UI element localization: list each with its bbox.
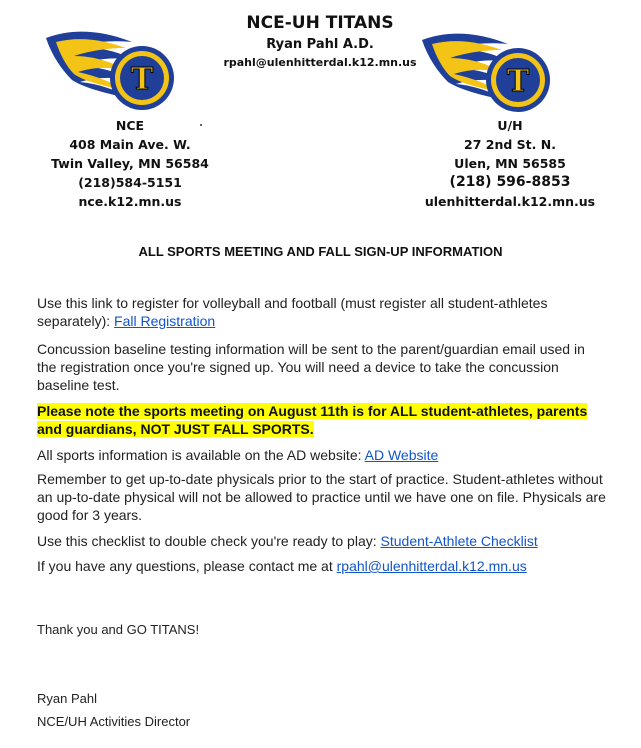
right-school-city: Ulen, MN 56585	[454, 156, 566, 171]
contact-text: If you have any questions, please contact me at	[37, 558, 337, 574]
paragraph-physicals: Remember to get up-to-date physicals prior to the start of practice. Student-athletes without an up-to-date physical will not be allowed to practice until we have one on file. Physicals are good for 3 years.	[37, 471, 606, 523]
signature-name: Ryan Pahl	[37, 691, 97, 706]
highlight-note-text: Please note the sports meeting on August 11th is for ALL student-athletes, parents and guardians, NOT JUST FALL SPORTS.	[37, 403, 588, 437]
logo-letter: T	[506, 64, 530, 99]
closing: Thank you and GO TITANS!	[37, 622, 200, 637]
left-school-phone: (218)584-5151	[78, 175, 182, 190]
left-school-address: 408 Main Ave. W.	[69, 137, 191, 152]
logo-letter: T	[130, 62, 154, 97]
student-athlete-checklist-link[interactable]: Student-Athlete Checklist	[380, 533, 538, 549]
ad-name: Ryan Pahl A.D.	[266, 37, 374, 52]
headline: ALL SPORTS MEETING AND FALL SIGN-UP INFORMATION	[138, 244, 503, 259]
registration-text: Use this link to register for volleyball and football (must register all student-athletes separately):	[37, 295, 548, 329]
checklist-text: Use this checklist to double check you're ready to play:	[37, 533, 381, 549]
right-school-website: ulenhitterdal.k12.mn.us	[424, 194, 596, 209]
ad-website-text: All sports information is available on the AD website:	[37, 447, 365, 463]
ad-website-link[interactable]: AD Website	[364, 447, 439, 463]
page-title: NCE-UH TITANS	[246, 13, 394, 33]
paragraph-concussion: Concussion baseline testing information will be sent to the parent/guardian email used in the registration once you're signed up. You will need a device to take the concussion baseline test.	[37, 341, 585, 393]
signature-title: NCE/UH Activities Director	[37, 714, 191, 729]
paragraph-ad-website	[37, 446, 607, 464]
right-school-phone: (218) 596-8853	[449, 174, 571, 190]
ad-email: rpahl@ulenhitterdal.k12.mn.us	[223, 56, 417, 69]
left-school-name: NCE	[115, 118, 145, 133]
left-school-website: nce.k12.mn.us	[78, 194, 182, 209]
right-school-address: 27 2nd St. N.	[464, 137, 556, 152]
paragraph-registration	[37, 294, 607, 330]
paragraph-checklist	[37, 532, 607, 550]
paragraph-contact	[37, 557, 607, 575]
right-school-block	[410, 116, 610, 211]
left-school-city: Twin Valley, MN 56584	[51, 156, 209, 171]
left-school-block	[30, 116, 230, 211]
contact-email-link[interactable]: rpahl@ulenhitterdal.k12.mn.us	[336, 558, 527, 574]
right-school-name: U/H	[497, 118, 523, 133]
divider-dot	[200, 124, 202, 126]
highlight-note	[37, 402, 607, 438]
titans-logo-right	[418, 22, 568, 117]
fall-registration-link[interactable]: Fall Registration	[114, 313, 216, 329]
